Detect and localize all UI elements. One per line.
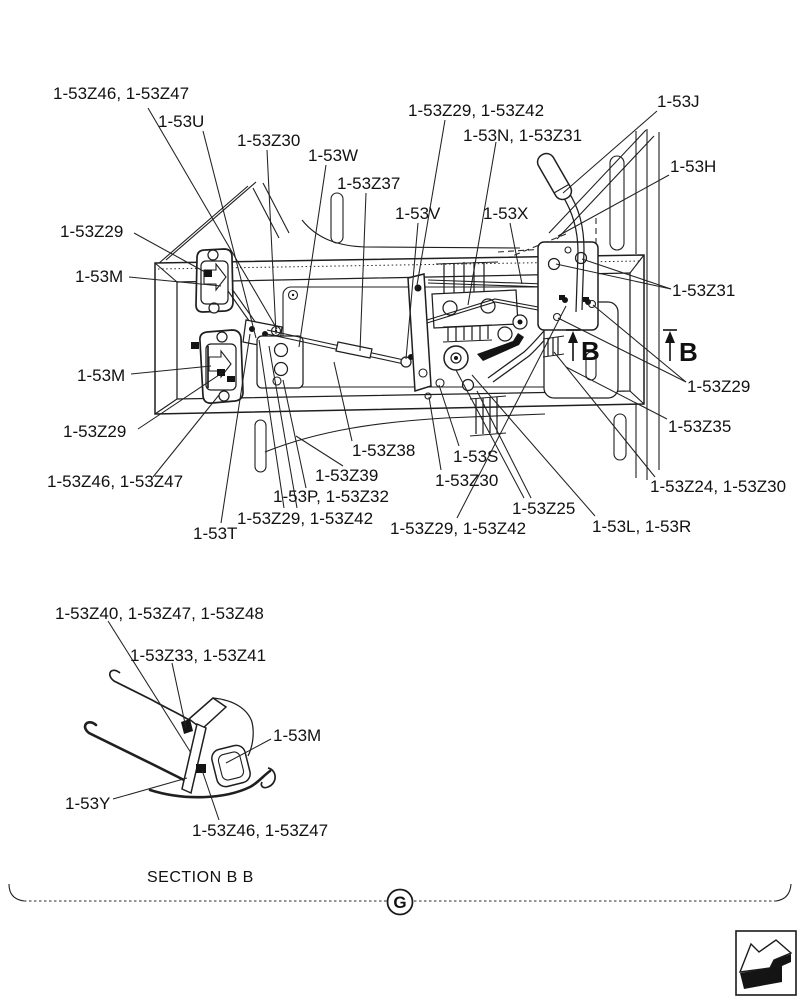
part-label: 1-53Z33, 1-53Z41 — [130, 646, 267, 665]
part-label: 1-53Z29 — [60, 222, 124, 241]
section-view-title: SECTION B B — [147, 869, 254, 886]
page-corner-arrow-icon — [736, 931, 796, 995]
part-label: 1-53T — [193, 524, 238, 543]
part-label: 1-53M — [77, 366, 126, 385]
part-label: 1-53M — [75, 267, 124, 286]
section-arrow-b-right — [663, 330, 698, 367]
part-label: 1-53Z30 — [237, 131, 301, 150]
section-screw — [196, 764, 206, 773]
part-label: 1-53Z39 — [315, 466, 379, 485]
part-label: 1-53Z31 — [672, 281, 736, 300]
section-bb-view — [55, 604, 328, 886]
sheet-divider — [9, 884, 791, 915]
part-label: 1-53X — [483, 204, 529, 223]
lower-wall-slot — [255, 420, 266, 472]
part-label: 1-53Z46, 1-53Z47 — [192, 821, 329, 840]
section-tab — [189, 698, 226, 729]
part-label: 1-53L, 1-53R — [592, 517, 692, 536]
part-label: 1-53Z29 — [687, 377, 751, 396]
part-label: 1-53Z29, 1-53Z42 — [408, 101, 545, 120]
door-striker-upper — [196, 249, 233, 313]
pillar-slot-lower — [614, 414, 626, 460]
part-label: 1-53Z35 — [668, 417, 732, 436]
part-label: 1-53Z46, 1-53Z47 — [53, 84, 190, 103]
part-label: 1-53V — [395, 204, 441, 223]
part-label: 1-53J — [657, 92, 700, 111]
part-label: 1-53H — [670, 157, 717, 176]
section-head — [210, 743, 252, 788]
view-marker-letter: G — [393, 893, 407, 912]
part-label: 1-53Z40, 1-53Z47, 1-53Z48 — [55, 604, 264, 623]
section-letter-b-right: B — [679, 337, 698, 367]
part-label: 1-53Z37 — [337, 174, 401, 193]
part-label: 1-53Z25 — [512, 499, 576, 518]
section-rod-lower — [85, 722, 186, 781]
part-label: 1-53Z46, 1-53Z47 — [47, 472, 184, 491]
part-label: 1-53P, 1-53Z32 — [273, 487, 389, 506]
part-label: 1-53Z29, 1-53Z42 — [390, 519, 527, 538]
part-label: 1-53M — [273, 726, 322, 745]
part-label: 1-53N, 1-53Z31 — [463, 126, 583, 145]
part-label: 1-53W — [308, 146, 359, 165]
striker-bolt-upper — [204, 270, 212, 277]
section-letter-b-left: B — [581, 336, 600, 366]
lever-mount-plate — [538, 242, 598, 330]
part-label: 1-53S — [453, 447, 499, 466]
part-label: 1-53Y — [65, 794, 111, 813]
part-label: 1-53Z24, 1-53Z30 — [650, 477, 787, 496]
part-label: 1-53Z29 — [63, 422, 127, 441]
lever-grip — [535, 151, 575, 203]
part-label: 1-53Z38 — [352, 441, 416, 460]
section-strut — [182, 724, 206, 793]
part-label: 1-53Z29, 1-53Z42 — [237, 509, 374, 528]
frame-slot-top — [331, 193, 343, 243]
part-label: 1-53Z30 — [435, 471, 499, 490]
part-label: 1-53U — [158, 112, 205, 131]
section-rod-upper — [110, 670, 189, 720]
